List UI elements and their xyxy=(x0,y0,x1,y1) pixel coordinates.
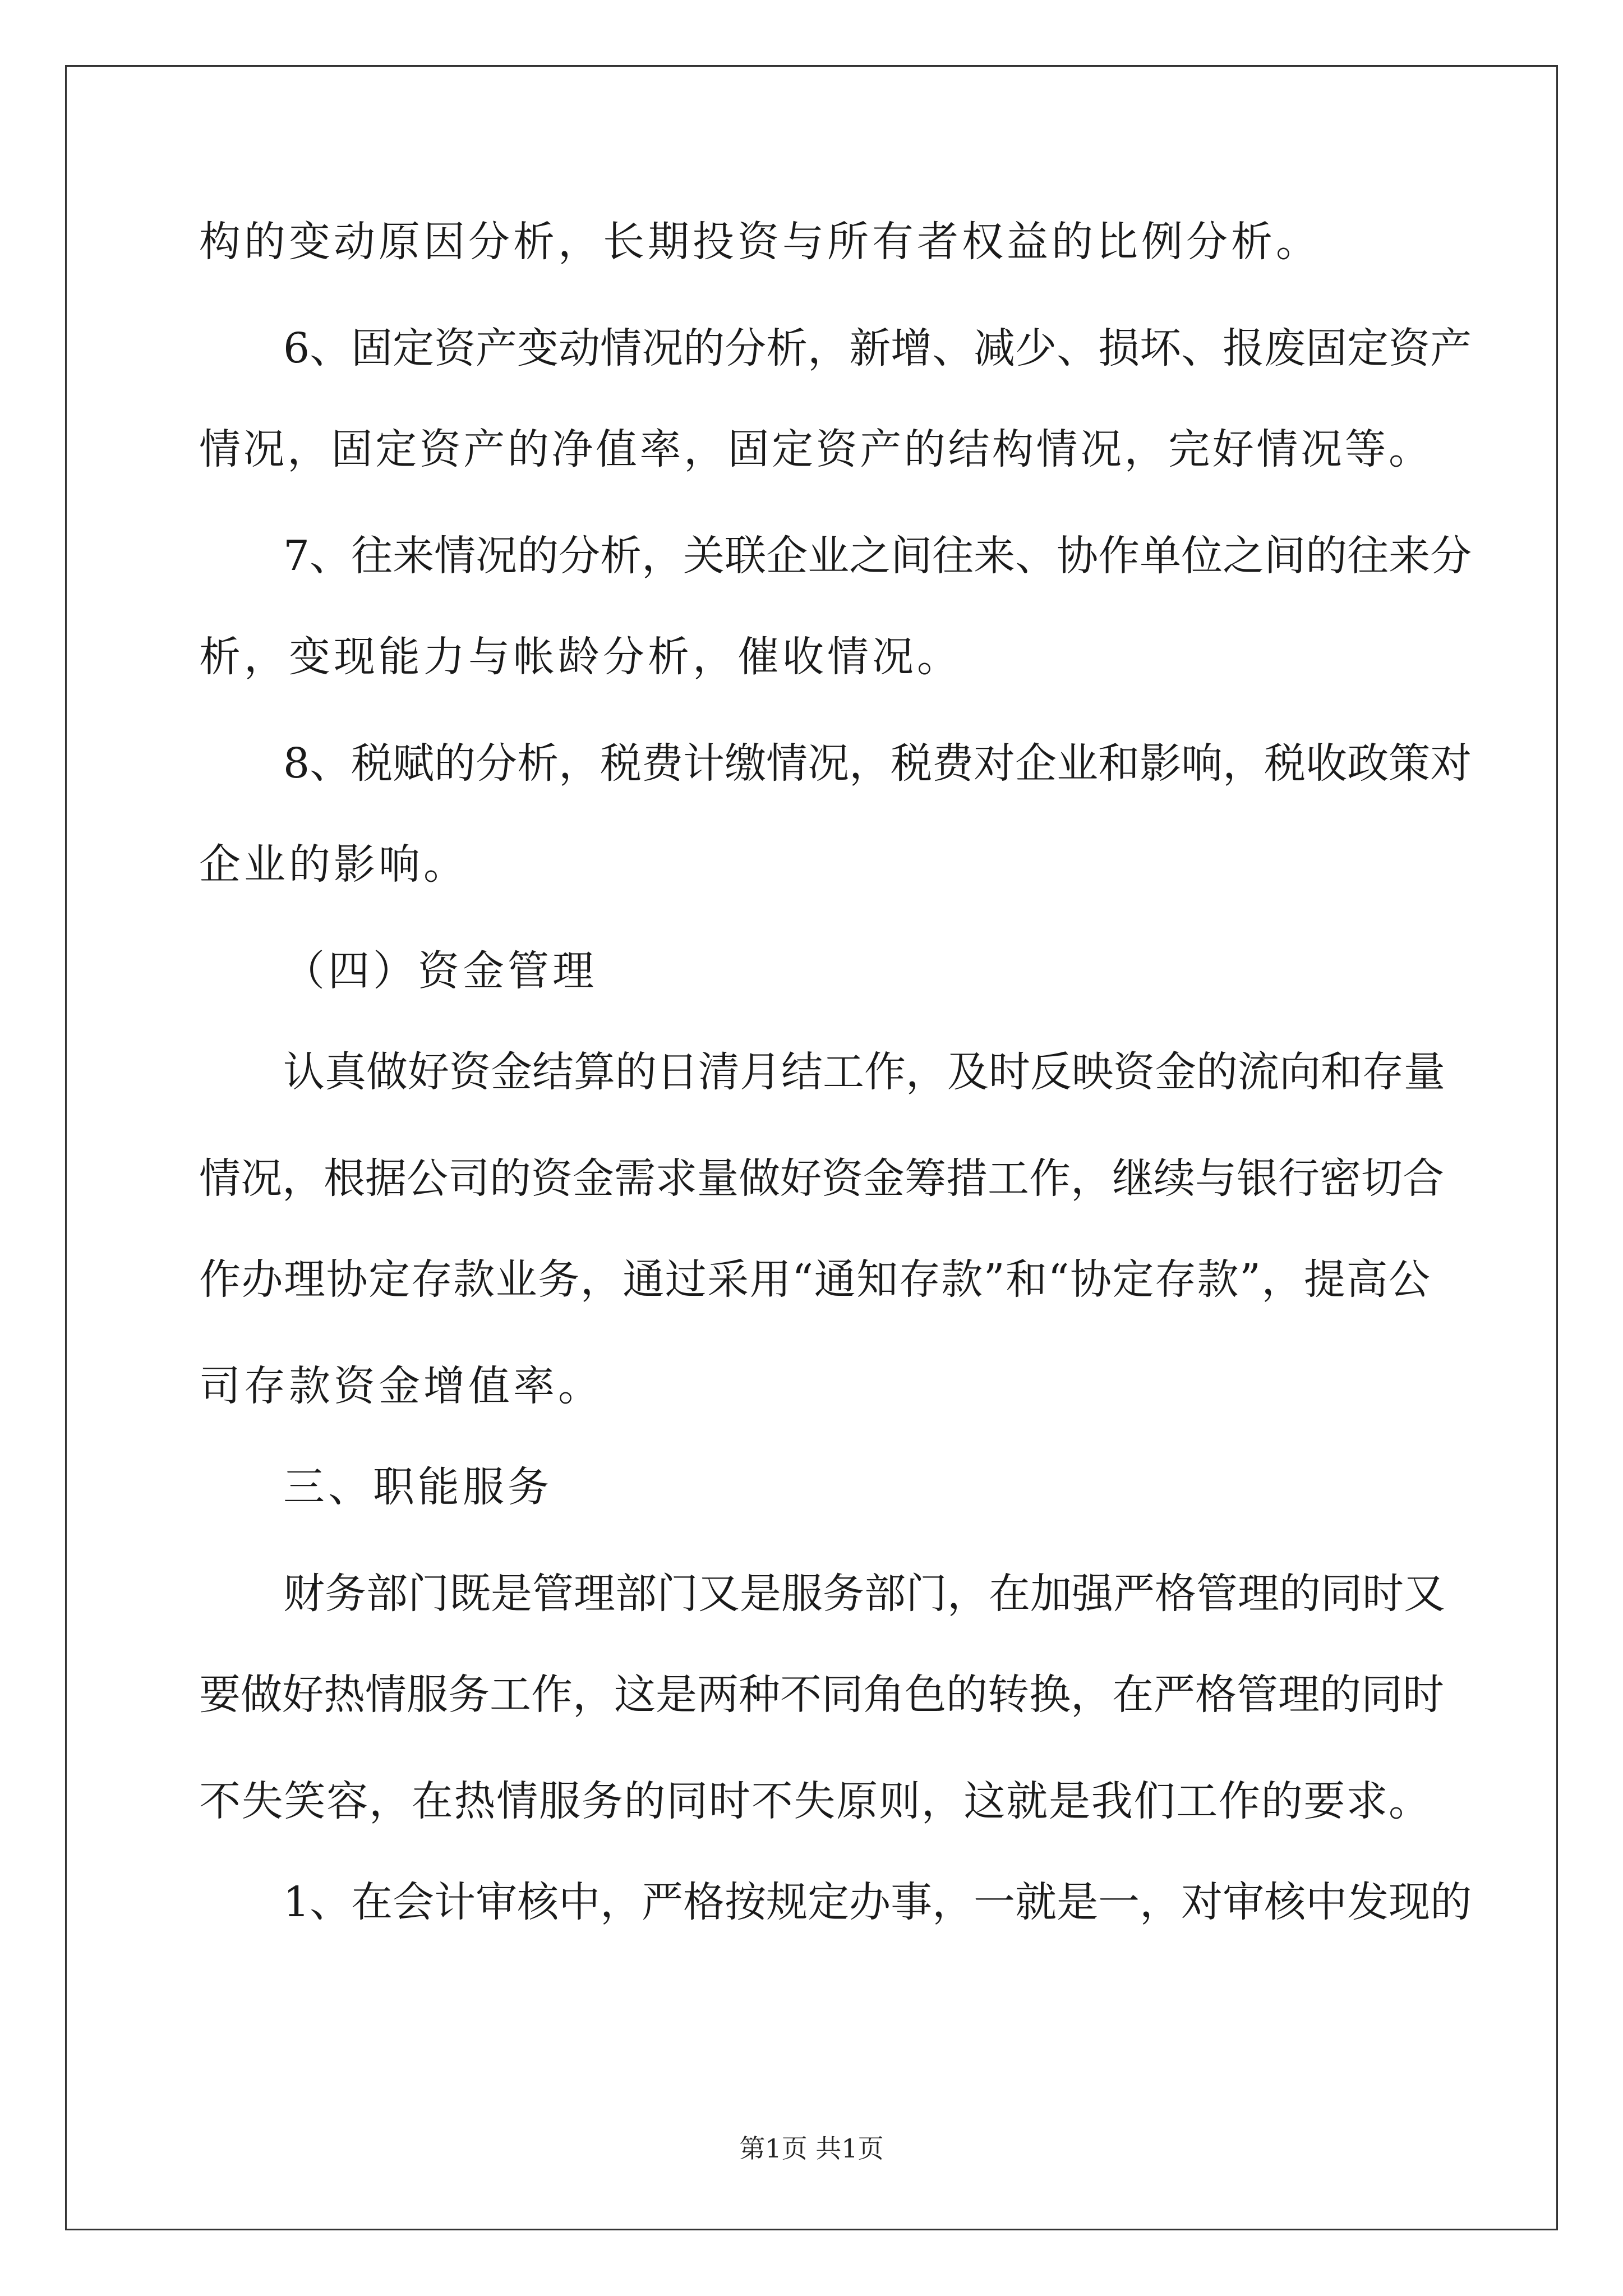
page-number-footer: 第1页 共1页 xyxy=(739,2133,884,2164)
text-line: 构的变动原因分析，长期投资与所有者权益的比例分析。 xyxy=(199,218,1321,266)
text-line: 企业的影响。 xyxy=(199,840,468,889)
text-line: 1、在会计审核中，严格按规定办事，一就是一，对审核中发现的 xyxy=(283,1878,1472,1926)
text-line: 8、税赋的分析，税费计缴情况，税费对企业和影响，税收政策对 xyxy=(283,739,1472,788)
text-line: 情况，固定资产的净值率，固定资产的结构情况，完好情况等。 xyxy=(199,425,1430,473)
section-heading: 三、职能服务 xyxy=(283,1463,552,1511)
section-heading: （四）资金管理 xyxy=(283,947,597,995)
text-line: 6、固定资产变动情况的分析，新增、减少、损坏、报废固定资产 xyxy=(283,324,1472,372)
text-line: 析，变现能力与帐龄分析，催收情况。 xyxy=(199,633,962,681)
text-line: 要做好热情服务工作，这是两种不同角色的转换，在严格管理的同时 xyxy=(199,1671,1444,1719)
text-line: 司存款资金增值率。 xyxy=(199,1362,603,1410)
text-line: 认真做好资金结算的日清月结工作，及时反映资金的流向和存量 xyxy=(283,1048,1445,1096)
text-line: 作办理协定存款业务，通过采用“通知存款”和“协定存款”，提高公 xyxy=(199,1255,1430,1304)
text-line: 财务部门既是管理部门又是服务部门，在加强严格管理的同时又 xyxy=(283,1570,1445,1618)
text-line: 情况，根据公司的资金需求量做好资金筹措工作，继续与银行密切合 xyxy=(199,1154,1444,1203)
text-line: 不失笑容，在热情服务的同时不失原则，这就是我们工作的要求。 xyxy=(199,1777,1430,1825)
text-line: 7、往来情况的分析，关联企业之间往来、协作单位之间的往来分 xyxy=(283,532,1472,580)
